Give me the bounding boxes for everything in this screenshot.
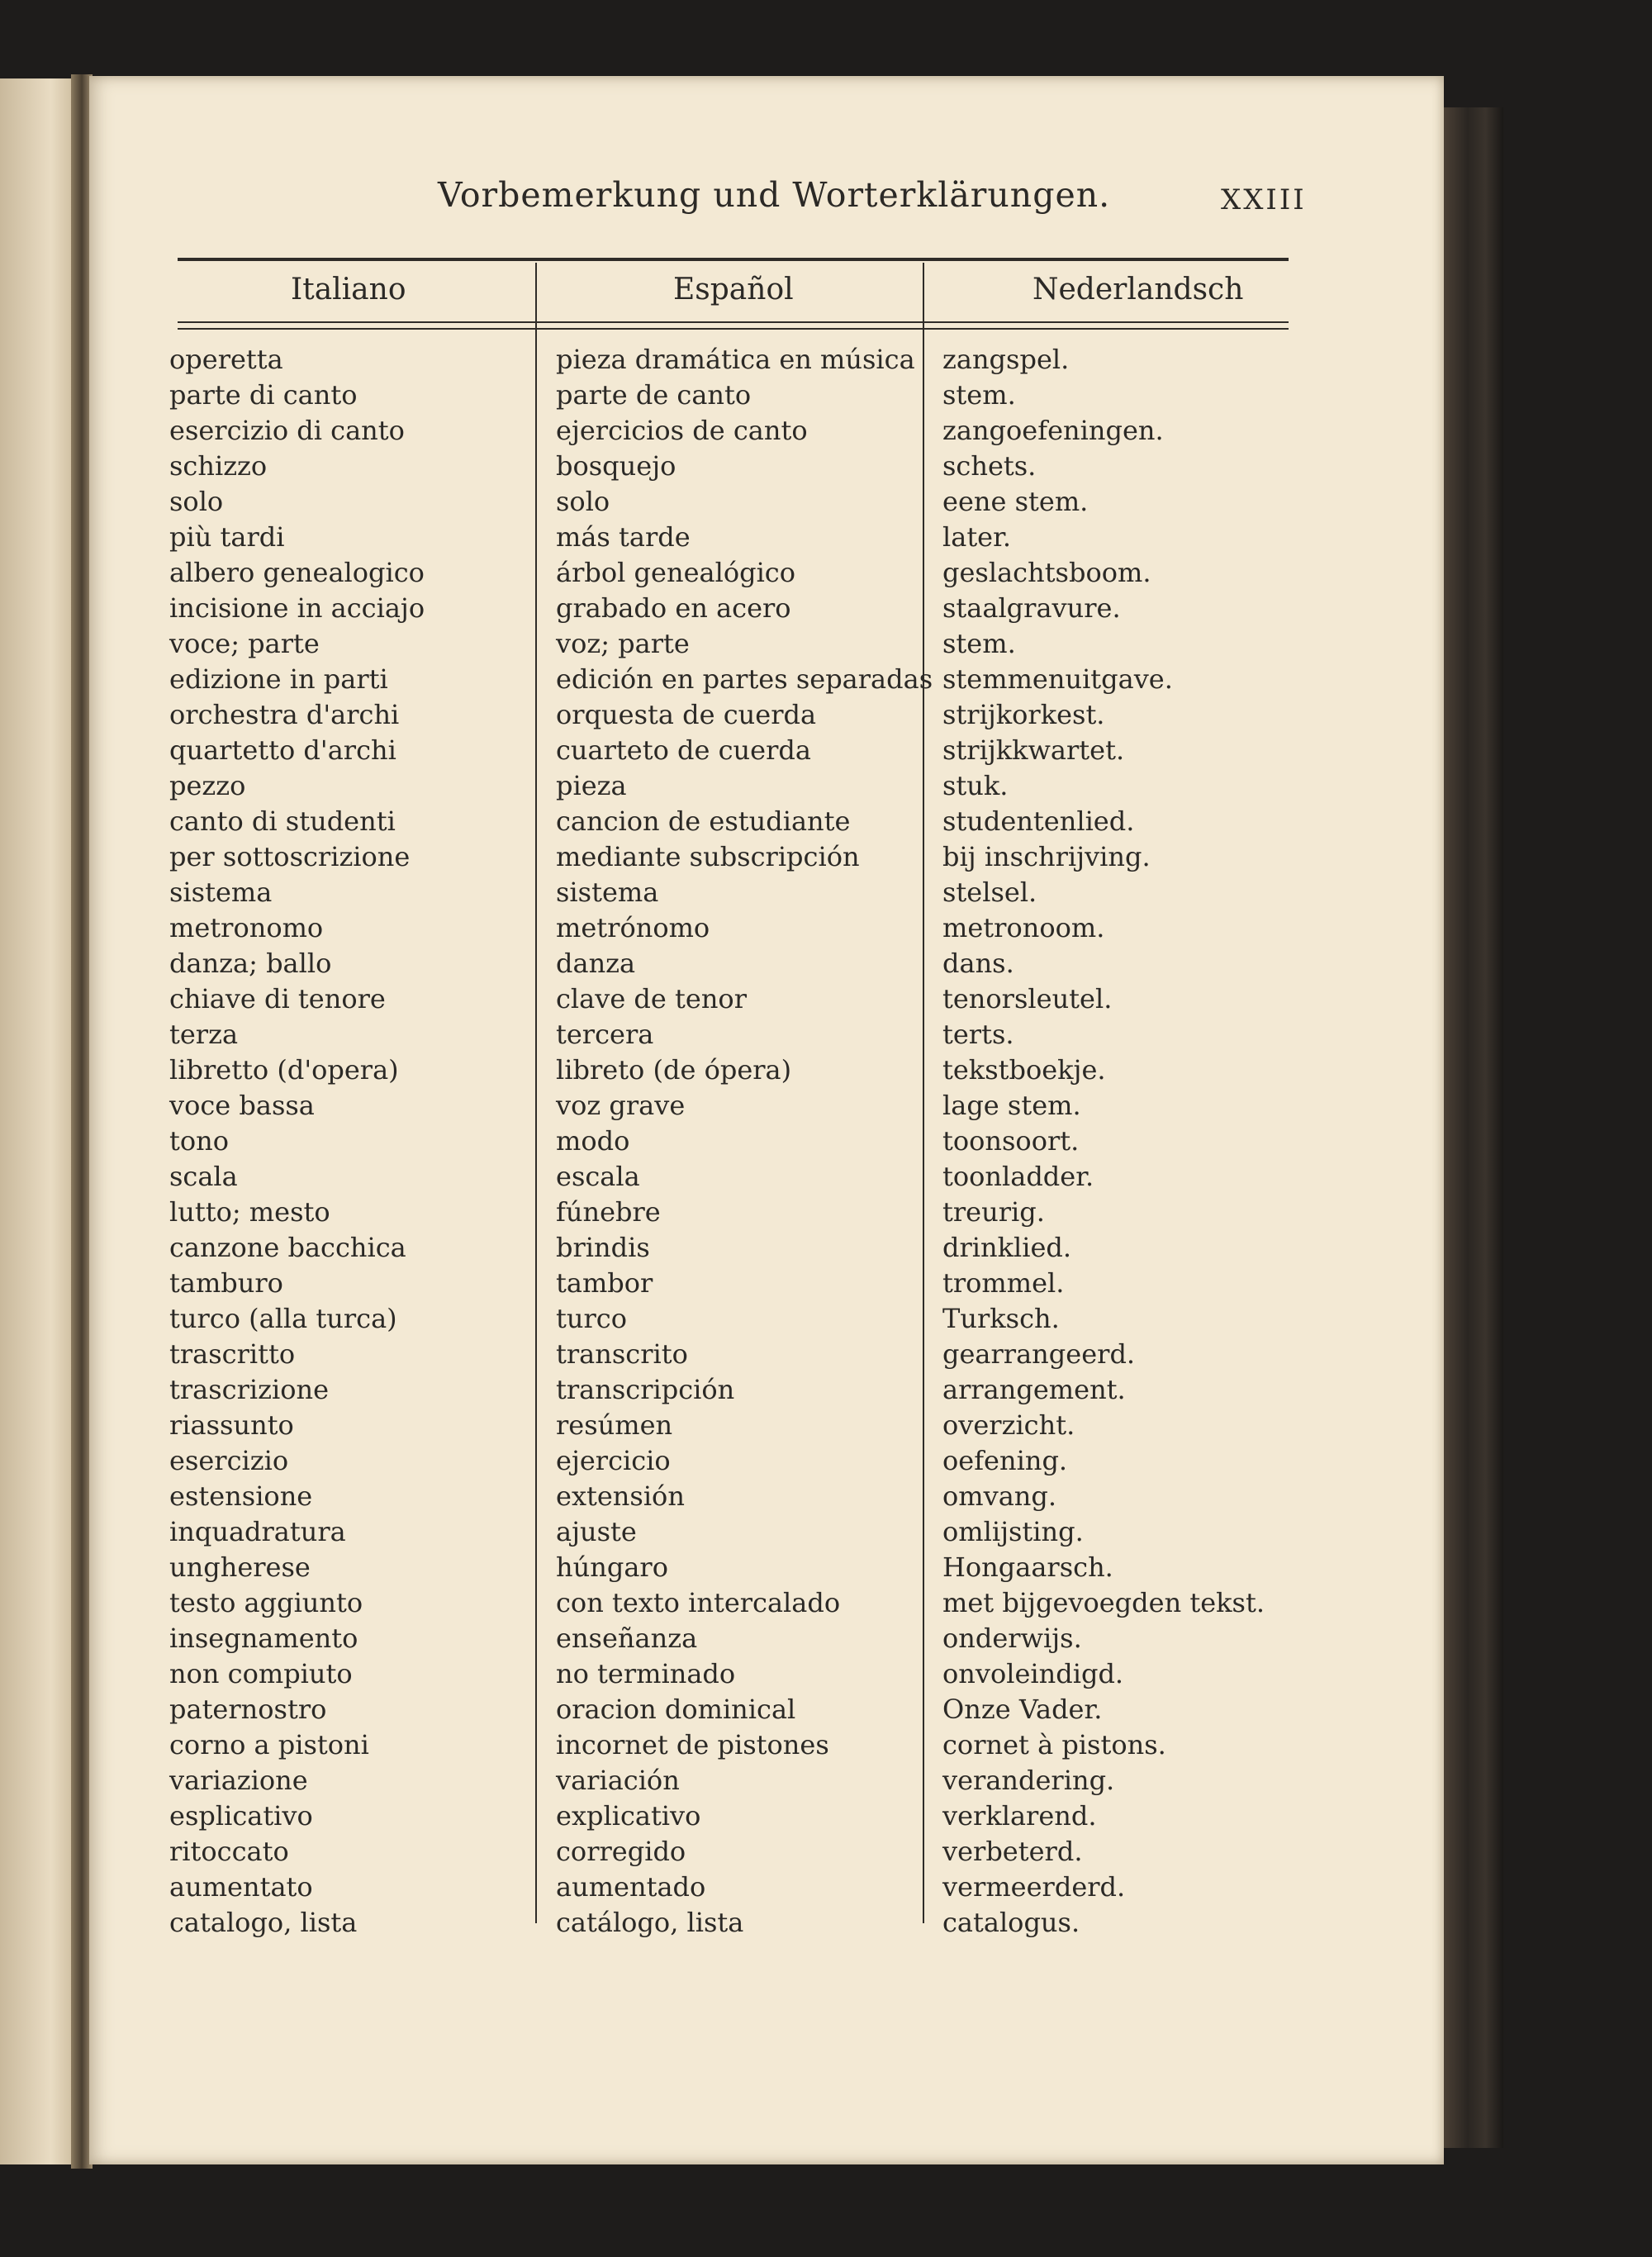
entry-nederlandsch: later.	[942, 521, 1012, 553]
entry-nederlandsch: zangoefeningen.	[942, 415, 1164, 446]
entry-espanol: libreto (de ópera)	[556, 1054, 792, 1086]
entry-espanol: pieza	[556, 770, 627, 801]
entry-nederlandsch: omvang.	[942, 1480, 1057, 1512]
entry-espanol: enseñanza	[556, 1623, 698, 1654]
entry-espanol: incornet de pistones	[556, 1729, 829, 1760]
column-header-nederlandsch: Nederlandsch	[1032, 273, 1244, 306]
entry-italiano: incisione in acciajo	[169, 592, 425, 624]
entry-espanol: clave de tenor	[556, 983, 747, 1014]
entry-espanol: cancion de estudiante	[556, 805, 851, 837]
entry-nederlandsch: omlijsting.	[942, 1516, 1084, 1547]
entry-espanol: escala	[556, 1161, 640, 1192]
entry-italiano: insegnamento	[169, 1623, 358, 1654]
entry-nederlandsch: tenorsleutel.	[942, 983, 1113, 1014]
entry-nederlandsch: tekstboekje.	[942, 1054, 1106, 1086]
entry-nederlandsch: catalogus.	[942, 1907, 1080, 1938]
entry-italiano: paternostro	[169, 1694, 327, 1725]
entry-espanol: tambor	[556, 1267, 653, 1299]
entry-italiano: più tardi	[169, 521, 285, 553]
entry-italiano: inquadratura	[169, 1516, 346, 1547]
entry-nederlandsch: trommel.	[942, 1267, 1065, 1299]
entry-italiano: chiave di tenore	[169, 983, 386, 1014]
entry-italiano: corno a pistoni	[169, 1729, 369, 1760]
column-header-italiano: Italiano	[291, 273, 406, 306]
entry-espanol: danza	[556, 948, 636, 979]
entry-italiano: sistema	[169, 877, 273, 908]
entry-espanol: explicativo	[556, 1800, 701, 1832]
book-spine	[1444, 107, 1503, 2148]
entry-espanol: bosquejo	[556, 450, 676, 482]
entry-nederlandsch: Onze Vader.	[942, 1694, 1103, 1725]
entry-italiano: tamburo	[169, 1267, 283, 1299]
entry-espanol: parte de canto	[556, 379, 752, 411]
entry-italiano: canzone bacchica	[169, 1232, 406, 1263]
entry-italiano: canto di studenti	[169, 805, 396, 837]
entry-nederlandsch: overzicht.	[942, 1409, 1075, 1441]
entry-nederlandsch: drinklied.	[942, 1232, 1072, 1263]
entry-nederlandsch: lage stem.	[942, 1090, 1081, 1121]
entry-italiano: esplicativo	[169, 1800, 313, 1832]
entry-nederlandsch: onvoleindigd.	[942, 1658, 1124, 1689]
entry-nederlandsch: verandering.	[942, 1765, 1115, 1796]
entry-italiano: aumentato	[169, 1871, 313, 1903]
entry-nederlandsch: Turksch.	[942, 1303, 1060, 1334]
entry-espanol: orquesta de cuerda	[556, 699, 817, 730]
entry-espanol: aumentado	[556, 1871, 706, 1903]
entry-espanol: metrónomo	[556, 912, 710, 943]
entry-espanol: variación	[556, 1765, 680, 1796]
entry-espanol: árbol genealógico	[556, 557, 795, 588]
entry-espanol: con texto intercalado	[556, 1587, 841, 1618]
entry-espanol: transcrito	[556, 1338, 688, 1370]
entry-espanol: solo	[556, 486, 610, 517]
entry-espanol: mediante subscripción	[556, 841, 860, 872]
entry-nederlandsch: onderwijs.	[942, 1623, 1082, 1654]
entry-nederlandsch: met bijgevoegden tekst.	[942, 1587, 1265, 1618]
entry-nederlandsch: schets.	[942, 450, 1037, 482]
entry-italiano: orchestra d'archi	[169, 699, 400, 730]
entry-italiano: ungherese	[169, 1551, 311, 1583]
entry-espanol: catálogo, lista	[556, 1907, 744, 1938]
entry-italiano: turco (alla turca)	[169, 1303, 397, 1334]
entry-espanol: ejercicios de canto	[556, 415, 808, 446]
entry-nederlandsch: arrangement.	[942, 1374, 1126, 1405]
entry-nederlandsch: treurig.	[942, 1196, 1045, 1228]
entry-espanol: tercera	[556, 1019, 654, 1050]
header-rule-2	[178, 328, 1289, 330]
entry-espanol: modo	[556, 1125, 630, 1157]
entry-nederlandsch: oefening.	[942, 1445, 1068, 1476]
entry-italiano: operetta	[169, 344, 283, 375]
entry-nederlandsch: dans.	[942, 948, 1014, 979]
entry-italiano: trascrizione	[169, 1374, 330, 1405]
entry-nederlandsch: staalgravure.	[942, 592, 1121, 624]
entry-nederlandsch: toonladder.	[942, 1161, 1094, 1192]
entry-espanol: brindis	[556, 1232, 650, 1263]
entry-nederlandsch: zangspel.	[942, 344, 1070, 375]
entry-espanol: sistema	[556, 877, 659, 908]
entry-espanol: cuarteto de cuerda	[556, 734, 811, 766]
entry-italiano: esercizio	[169, 1445, 289, 1476]
entry-italiano: parte di canto	[169, 379, 358, 411]
entry-espanol: grabado en acero	[556, 592, 791, 624]
entry-nederlandsch: studentenlied.	[942, 805, 1135, 837]
entry-espanol: voz grave	[556, 1090, 686, 1121]
entry-nederlandsch: cornet à pistons.	[942, 1729, 1166, 1760]
running-head: Vorbemerkung und Worterklärungen.	[438, 175, 1111, 215]
entry-italiano: scala	[169, 1161, 238, 1192]
column-header-espanol: Español	[673, 273, 794, 306]
entry-nederlandsch: strijkorkest.	[942, 699, 1105, 730]
entry-espanol: más tarde	[556, 521, 691, 553]
entry-italiano: non compiuto	[169, 1658, 353, 1689]
entry-italiano: metronomo	[169, 912, 324, 943]
entry-espanol: pieza dramática en música	[556, 344, 915, 375]
column-divider-2	[923, 263, 924, 1923]
entry-italiano: libretto (d'opera)	[169, 1054, 399, 1086]
page-number: XXIII	[1221, 183, 1307, 216]
entry-espanol: ejercicio	[556, 1445, 671, 1476]
entry-italiano: pezzo	[169, 770, 246, 801]
entry-nederlandsch: verklarend.	[942, 1800, 1097, 1832]
entry-nederlandsch: geslachtsboom.	[942, 557, 1151, 588]
header-rule-1	[178, 321, 1289, 323]
entry-italiano: esercizio di canto	[169, 415, 405, 446]
entry-italiano: voce bassa	[169, 1090, 315, 1121]
entry-espanol: transcripción	[556, 1374, 735, 1405]
entry-italiano: solo	[169, 486, 224, 517]
entry-nederlandsch: strijkkwartet.	[942, 734, 1125, 766]
entry-espanol: edición en partes separadas	[556, 663, 933, 695]
entry-italiano: estensione	[169, 1480, 313, 1512]
entry-nederlandsch: eene stem.	[942, 486, 1089, 517]
entry-italiano: voce; parte	[169, 628, 320, 659]
entry-italiano: per sottoscrizione	[169, 841, 411, 872]
entry-espanol: corregido	[556, 1836, 686, 1867]
column-divider-1	[535, 263, 537, 1923]
entry-italiano: tono	[169, 1125, 229, 1157]
entry-italiano: ritoccato	[169, 1836, 289, 1867]
entry-italiano: danza; ballo	[169, 948, 332, 979]
entry-nederlandsch: stem.	[942, 379, 1016, 411]
entry-espanol: fúnebre	[556, 1196, 661, 1228]
entry-nederlandsch: stelsel.	[942, 877, 1037, 908]
entry-espanol: turco	[556, 1303, 627, 1334]
entry-espanol: húngaro	[556, 1551, 668, 1583]
entry-espanol: oracion dominical	[556, 1694, 796, 1725]
entry-nederlandsch: gearrangeerd.	[942, 1338, 1136, 1370]
entry-espanol: voz; parte	[556, 628, 690, 659]
entry-nederlandsch: stem.	[942, 628, 1016, 659]
entry-italiano: trascritto	[169, 1338, 296, 1370]
entry-italiano: riassunto	[169, 1409, 294, 1441]
entry-italiano: lutto; mesto	[169, 1196, 330, 1228]
entry-nederlandsch: Hongaarsch.	[942, 1551, 1113, 1583]
entry-nederlandsch: metronoom.	[942, 912, 1105, 943]
entry-nederlandsch: stemmenuitgave.	[942, 663, 1173, 695]
top-rule	[178, 258, 1289, 261]
entry-italiano: variazione	[169, 1765, 308, 1796]
entry-nederlandsch: vermeerderd.	[942, 1871, 1126, 1903]
entry-italiano: quartetto d'archi	[169, 734, 396, 766]
entry-italiano: terza	[169, 1019, 239, 1050]
entry-nederlandsch: toonsoort.	[942, 1125, 1080, 1157]
entry-italiano: edizione in parti	[169, 663, 388, 695]
entry-nederlandsch: verbeterd.	[942, 1836, 1083, 1867]
entry-espanol: ajuste	[556, 1516, 637, 1547]
entry-italiano: catalogo, lista	[169, 1907, 358, 1938]
entry-italiano: schizzo	[169, 450, 268, 482]
entry-espanol: resúmen	[556, 1409, 673, 1441]
entry-espanol: extensión	[556, 1480, 685, 1512]
entry-espanol: no terminado	[556, 1658, 736, 1689]
entry-italiano: albero genealogico	[169, 557, 425, 588]
entry-nederlandsch: bij inschrijving.	[942, 841, 1151, 872]
entry-nederlandsch: stuk.	[942, 770, 1009, 801]
entry-nederlandsch: terts.	[942, 1019, 1014, 1050]
entry-italiano: testo aggiunto	[169, 1587, 363, 1618]
